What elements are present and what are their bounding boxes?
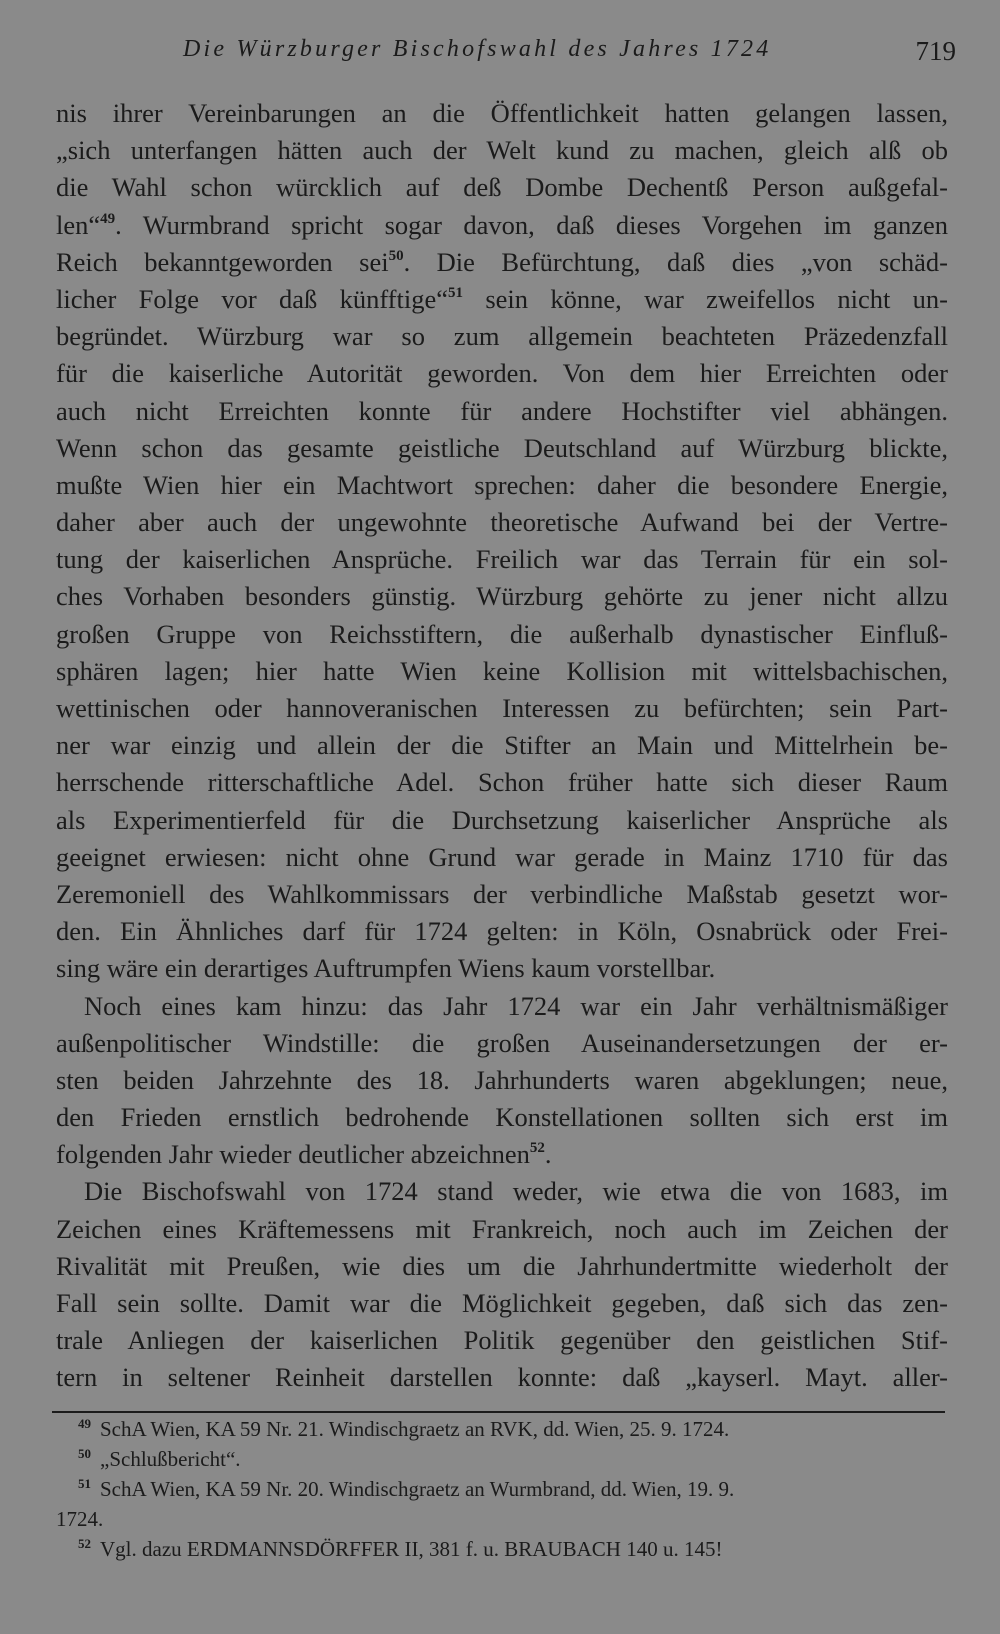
footnote-50: 50 „Schlußbericht“. bbox=[78, 1446, 241, 1471]
footnote-text: SchA Wien, KA 59 Nr. 21. Windischgraetz an RVK, dd. Wien, 25. 9. 1724. bbox=[100, 1417, 730, 1441]
text-line: folgenden Jahr wieder deutlicher abzeichnen$^{52}$. bbox=[56, 1139, 552, 1170]
text-line: licher Folge vor daß künfftige“$^{51}$ sein könne, war zweifellos nicht un- bbox=[56, 283, 948, 314]
text-line: sing wäre ein derartiges Auftrumpfen Wiens kaum vorstellbar. bbox=[56, 953, 716, 984]
footnote-text: SchA Wien, KA 59 Nr. 20. Windischgraetz an Wurmbrand, dd. Wien, 19. 9. bbox=[100, 1477, 735, 1501]
footnote-ref-51: 51 bbox=[448, 284, 464, 301]
text-line: mußte Wien hier ein Machtwort sprechen: daher die besondere Energie, bbox=[56, 469, 948, 500]
text-line: Wenn schon das gesamte geistliche Deutschland auf Würzburg blickte, bbox=[56, 432, 948, 463]
text-line: wettinischen oder hannoveranischen Interessen zu befürchten; sein Part- bbox=[56, 693, 948, 723]
footnote-ref-49: 49 bbox=[100, 210, 116, 227]
text-line: Noch eines kam hinzu: das Jahr 1724 war ein Jahr verhältnismäßiger bbox=[84, 990, 948, 1021]
text-line: Reich bekanntgeworden sei$^{50}$. Die Befürchtung, daß dies „von schäd- bbox=[56, 246, 948, 277]
text-line: tern in seltener Reinheit darstellen konnte: daß „kayserl. Mayt. aller- bbox=[56, 1362, 948, 1393]
text-line: als Experimentierfeld für die Durchsetzung kaiserlicher Ansprüche als bbox=[56, 804, 948, 835]
footnote-ref-50: 50 bbox=[388, 247, 404, 264]
text-line: Fall sein sollte. Damit war die Möglichkeit gegeben, daß sich das zen- bbox=[56, 1288, 948, 1318]
footnotes bbox=[56, 1414, 946, 1564]
footnote-51-continuation bbox=[56, 1504, 946, 1534]
text-line: ches Vorhaben besonders günstig. Würzburg gehörte zu jener nicht allzu bbox=[56, 581, 948, 612]
text-line: daher aber auch der ungewohnte theoretische Aufwand bei der Vertre- bbox=[56, 507, 948, 538]
text-line: begründet. Würzburg war so zum allgemein beachteten Präzedenzfall bbox=[56, 321, 948, 352]
text-line: trale Anliegen der kaiserlichen Politik gegenüber den geistlichen Stif- bbox=[56, 1325, 948, 1356]
text-line: geeignet erwiesen: nicht ohne Grund war gerade in Mainz 1710 für das bbox=[56, 841, 948, 872]
text-line: großen Gruppe von Reichsstiftern, die außerhalb dynastischer Einfluß- bbox=[56, 618, 948, 649]
text-line: den Frieden ernstlich bedrohende Konstellationen sollten sich erst im bbox=[56, 1102, 948, 1133]
text-line: sten beiden Jahrzehnte des 18. Jahrhunderts waren abgeklungen; neue, bbox=[56, 1064, 948, 1095]
text-line: len“$^{49}$. Wurmbrand spricht sogar davon, daß dieses Vorgehen im ganzen bbox=[56, 209, 948, 240]
footnote-text: 1724. bbox=[56, 1507, 104, 1531]
body-text bbox=[56, 95, 948, 1397]
footnote-divider bbox=[52, 1411, 945, 1413]
text-line: Zeremoniell des Wahlkommissars der verbindliche Maßstab gesetzt wor- bbox=[56, 878, 948, 909]
text-line: Zeichen eines Kräftemessens mit Frankreich, noch auch im Zeichen der bbox=[56, 1213, 948, 1244]
footnote-52: 52 Vgl. dazu ERDMANNSDÖRFFER II, 381 f. u. BRAUBACH 140 u. 145! bbox=[78, 1536, 723, 1561]
page-number: 719 bbox=[915, 36, 956, 66]
text-line: „sich unterfangen hätten auch der Welt kund zu machen, gleich alß ob bbox=[56, 135, 948, 166]
text-line: außenpolitischer Windstille: die großen Auseinandersetzungen der er- bbox=[56, 1027, 948, 1058]
text-line: tung der kaiserlichen Ansprüche. Freilich war das Terrain für ein sol- bbox=[56, 544, 948, 575]
text-line: auch nicht Erreichten konnte für andere Hochstifter viel abhängen. bbox=[56, 395, 948, 426]
footnote-text: „Schlußbericht“. bbox=[100, 1447, 241, 1471]
footnote-text: Vgl. dazu ERDMANNSDÖRFFER II, 381 f. u. BRAUBACH 140 u. 145! bbox=[100, 1537, 723, 1561]
text-line: die Wahl schon würcklich auf deß Dombe Dechentß Person außgefal- bbox=[56, 172, 948, 203]
footnote-ref-52: 52 bbox=[529, 1140, 545, 1157]
text-line: ner war einzig und allein der die Stifter an Main und Mittelrhein be- bbox=[56, 730, 948, 761]
text-line: Die Bischofswahl von 1724 stand weder, wie etwa die von 1683, im bbox=[84, 1176, 948, 1207]
text-line: nis ihrer Vereinbarungen an die Öffentlichkeit hatten gelangen lassen, bbox=[56, 98, 948, 128]
footnote-51: 51 SchA Wien, KA 59 Nr. 20. Windischgraetz an Wurmbrand, dd. Wien, 19. 9. bbox=[78, 1476, 735, 1501]
running-title: Die Würzburger Bischofswahl des Jahres 1724 bbox=[183, 36, 772, 62]
text-line: den. Ein Ähnliches darf für 1724 gelten: in Köln, Osnabrück oder Frei- bbox=[56, 916, 948, 947]
text-line: herrschende ritterschaftliche Adel. Schon früher hatte sich dieser Raum bbox=[56, 767, 948, 798]
footnote-49: 49 SchA Wien, KA 59 Nr. 21. Windischgraetz an RVK, dd. Wien, 25. 9. 1724. bbox=[78, 1416, 730, 1441]
text-line: Rivalität mit Preußen, wie dies um die Jahrhundertmitte wiederholt der bbox=[56, 1250, 948, 1281]
text-line: sphären lagen; hier hatte Wien keine Kollision mit wittelsbachischen, bbox=[56, 655, 948, 686]
text-line: für die kaiserliche Autorität geworden. Von dem hier Erreichten oder bbox=[56, 358, 948, 389]
